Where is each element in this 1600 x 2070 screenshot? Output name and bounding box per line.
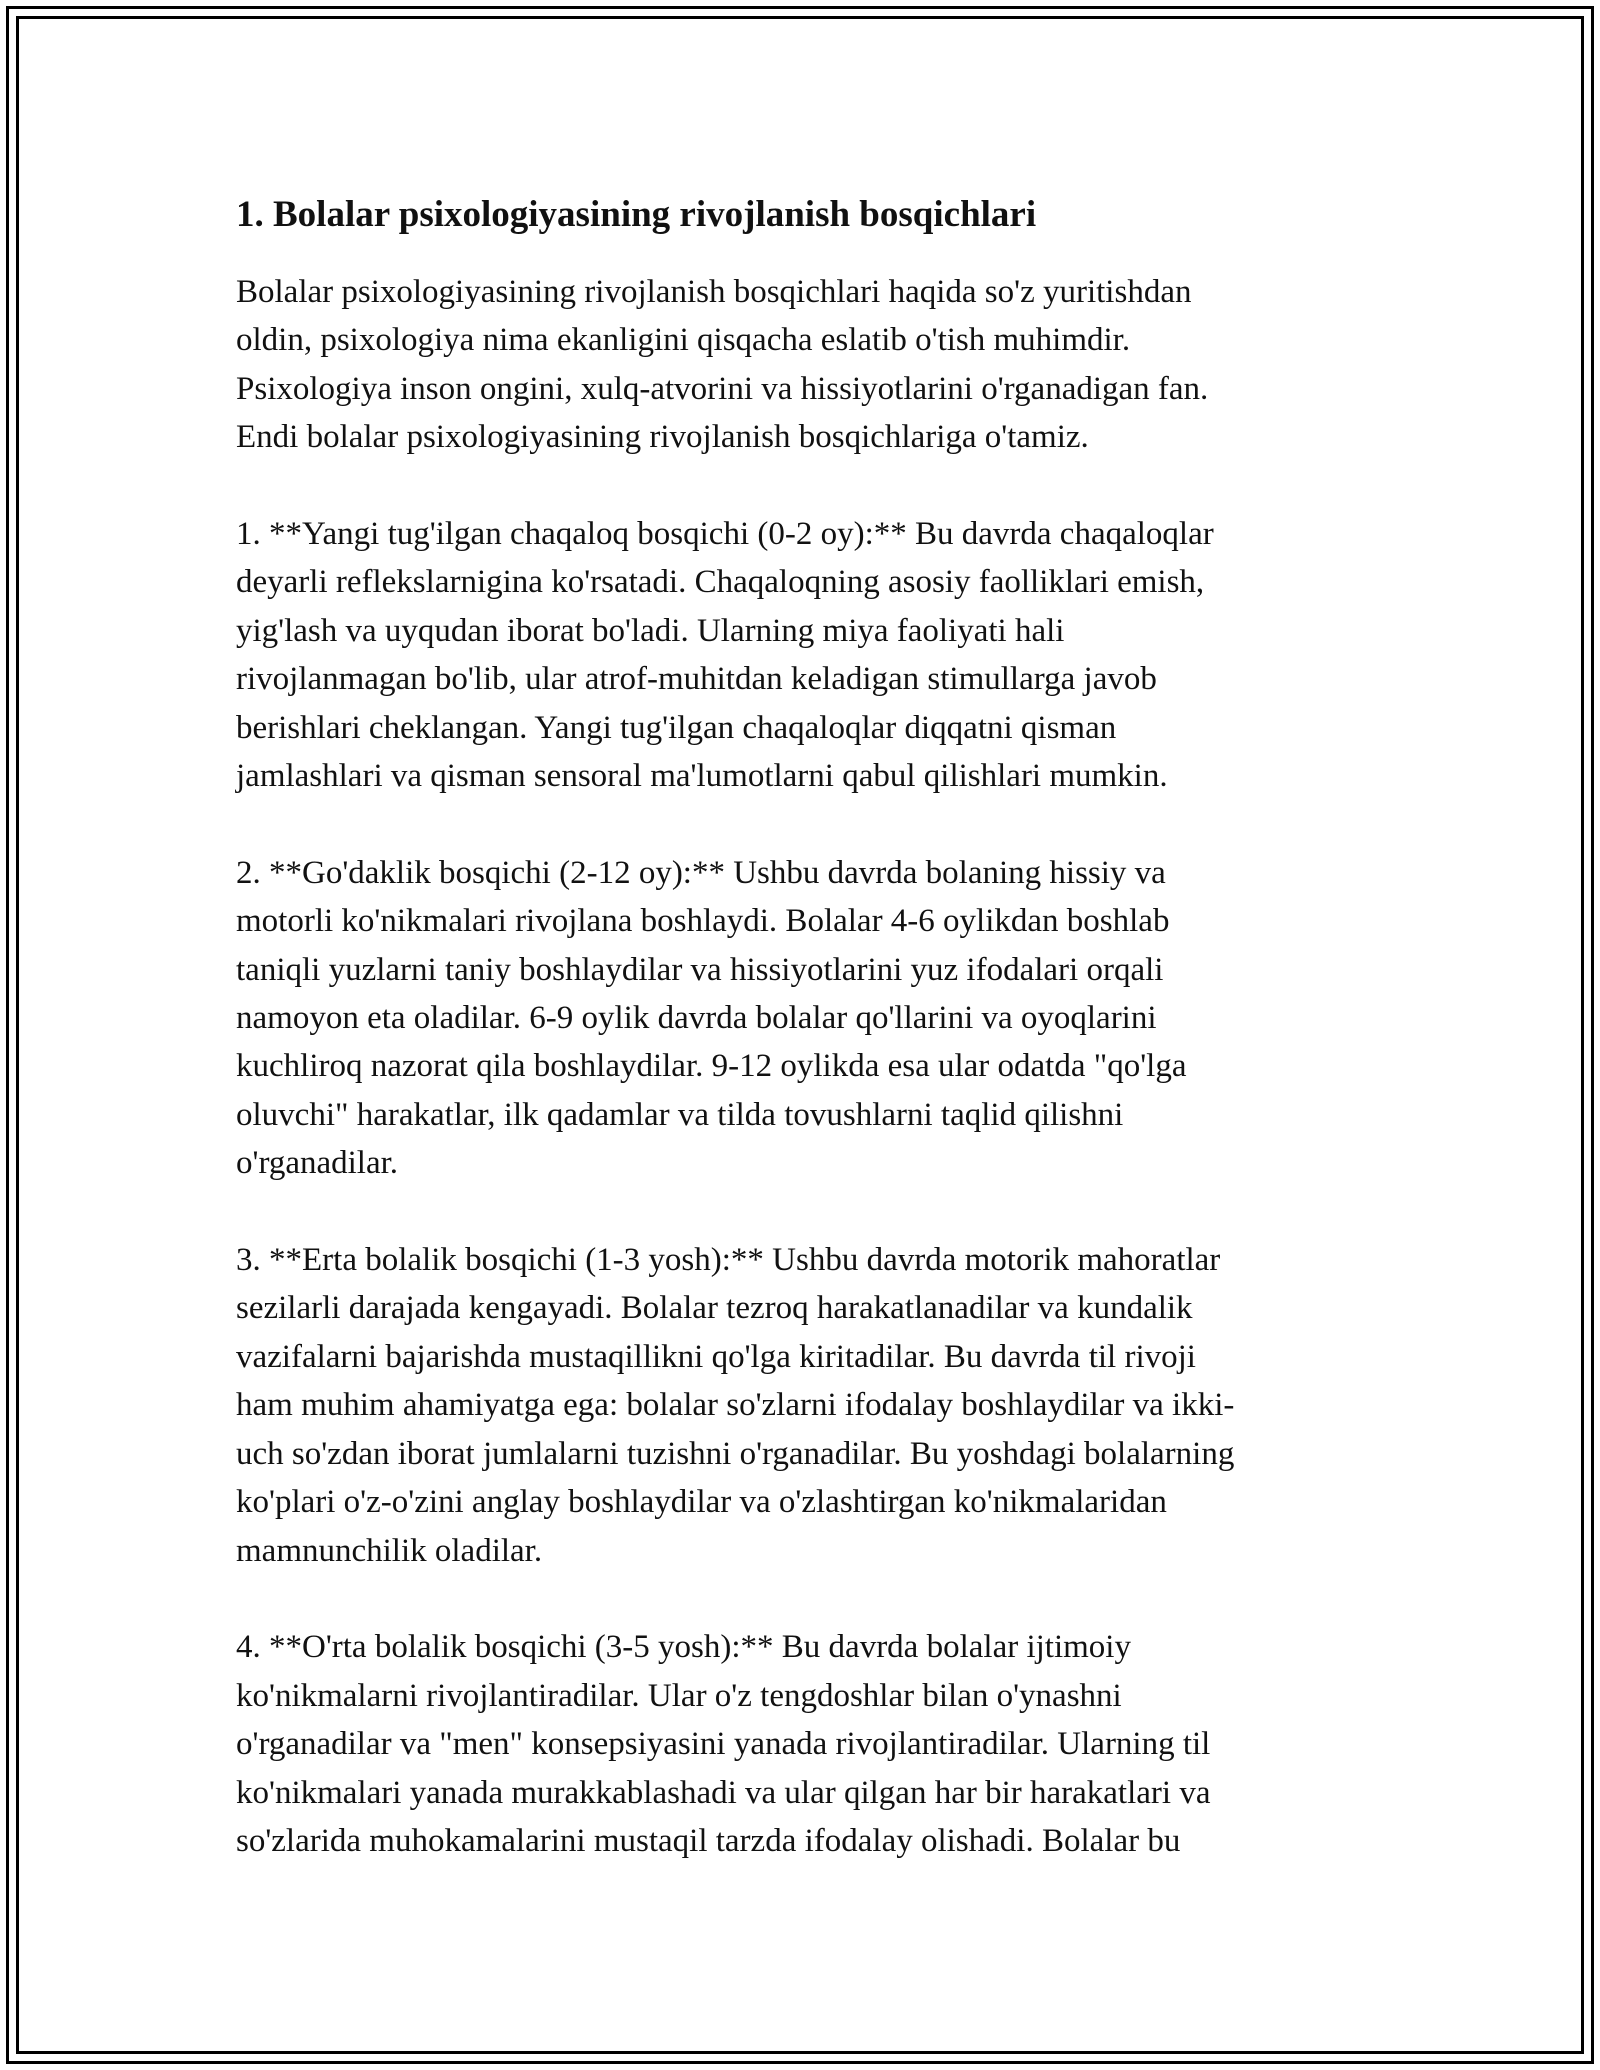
text-line: uch so'zdan iborat jumlalarni tuzishni o'rganadilar. Bu yoshdagi bolalarning [236,1435,1235,1472]
text-line: vazifalarni bajarishda mustaqillikni qo'lga kiritadilar. Bu davrda til rivoji [236,1338,1196,1375]
text-line: Bolalar psixologiyasining rivojlanish bosqichlari haqida so'z yuritishdan [236,274,1192,310]
text-line: deyarli reflekslarnigina ko'rsatadi. Chaqaloqning asosiy faolliklari emish, [236,564,1205,601]
document-body [236,186,1356,1865]
text-line: ko'nikmalari yanada murakkablashadi va ular qilgan har bir harakatlari va [236,1774,1211,1811]
text-line: so'zlarida muhokamalarini mustaqil tarzda ifodalay olishadi. Bolalar bu [236,1822,1181,1859]
text-line: 4. **O'rta bolalik bosqichi (3-5 yosh):** Bu davrda bolalar ijtimoiy [236,1629,1131,1666]
text-line: sezilarli darajada kengayadi. Bolalar tezroq harakatlanadilar va kundalik [236,1290,1193,1327]
text-line: namoyon eta oladilar. 6-9 oylik davrda bolalar qo'llarini va oyoqlarini [236,1000,1157,1037]
text-line: 1. **Yangi tug'ilgan chaqaloq bosqichi (0-2 oy):** Bu davrda chaqaloqlar [236,516,1214,553]
text-line: 2. **Go'daklik bosqichi (2-12 oy):** Ushbu davrda bolaning hissiy va [236,854,1166,891]
text-line: Psixologiya inson ongini, xulq-atvorini va hissiyotlarini o'rganadigan fan. [236,370,1209,407]
text-line: oluvchi" harakatlar, ilk qadamlar va tilda tovushlarni taqlid qilishni [236,1096,1124,1133]
text-line: mamnunchilik oladilar. [236,1532,543,1569]
text-line: Endi bolalar psixologiyasining rivojlanish bosqichlariga o'tamiz. [236,419,1089,456]
stage-1-paragraph [236,510,1356,800]
text-line: o'rganadilar va "men" konsepsiyasini yanada rivojlantiradilar. Ularning til [236,1726,1211,1763]
text-line: rivojlanmagan bo'lib, ular atrof-muhitdan keladigan stimullarga javob [236,661,1157,698]
text-line: yig'lash va uyqudan iborat bo'ladi. Ularning miya faoliyati hali [236,612,1065,649]
text-line: ko'nikmalarni rivojlantiradilar. Ular o'z tengdoshlar bilan o'ynashni [236,1677,1122,1714]
text-line: ham muhim ahamiyatga ega: bolalar so'zlarni ifodalay boshlaydilar va ikki- [236,1387,1235,1424]
section-heading: 1. Bolalar psixologiyasining rivojlanish bosqichlari [236,194,1037,235]
text-line: kuchliroq nazorat qila boshlaydilar. 9-12 oylikda esa ular odatda "qo'lga [236,1048,1187,1085]
stage-4-paragraph [236,1623,1356,1865]
intro-paragraph [236,268,1356,462]
text-line: taniqli yuzlarni taniy boshlaydilar va hissiyotlarini yuz ifodalari orqali [236,951,1164,988]
text-line: oldin, psixologiya nima ekanligini qisqacha eslatib o'tish muhimdir. [236,322,1131,359]
text-line: motorli ko'nikmalari rivojlana boshlaydi. Bolalar 4-6 oylikdan boshlab [236,903,1170,940]
stage-2-paragraph [236,849,1356,1188]
stage-3-paragraph [236,1236,1356,1575]
text-line: jamlashlari va qisman sensoral ma'lumotlarni qabul qilishlari mumkin. [236,758,1168,795]
text-line: 3. **Erta bolalik bosqichi (1-3 yosh):** Ushbu davrda motorik mahoratlar [236,1242,1221,1279]
text-line: ko'plari o'z-o'zini anglay boshlaydilar va o'zlashtirgan ko'nikmalaridan [236,1484,1167,1521]
text-line: berishlari cheklangan. Yangi tug'ilgan chaqaloqlar diqqatni qisman [236,709,1117,746]
text-line: o'rganadilar. [236,1145,399,1182]
